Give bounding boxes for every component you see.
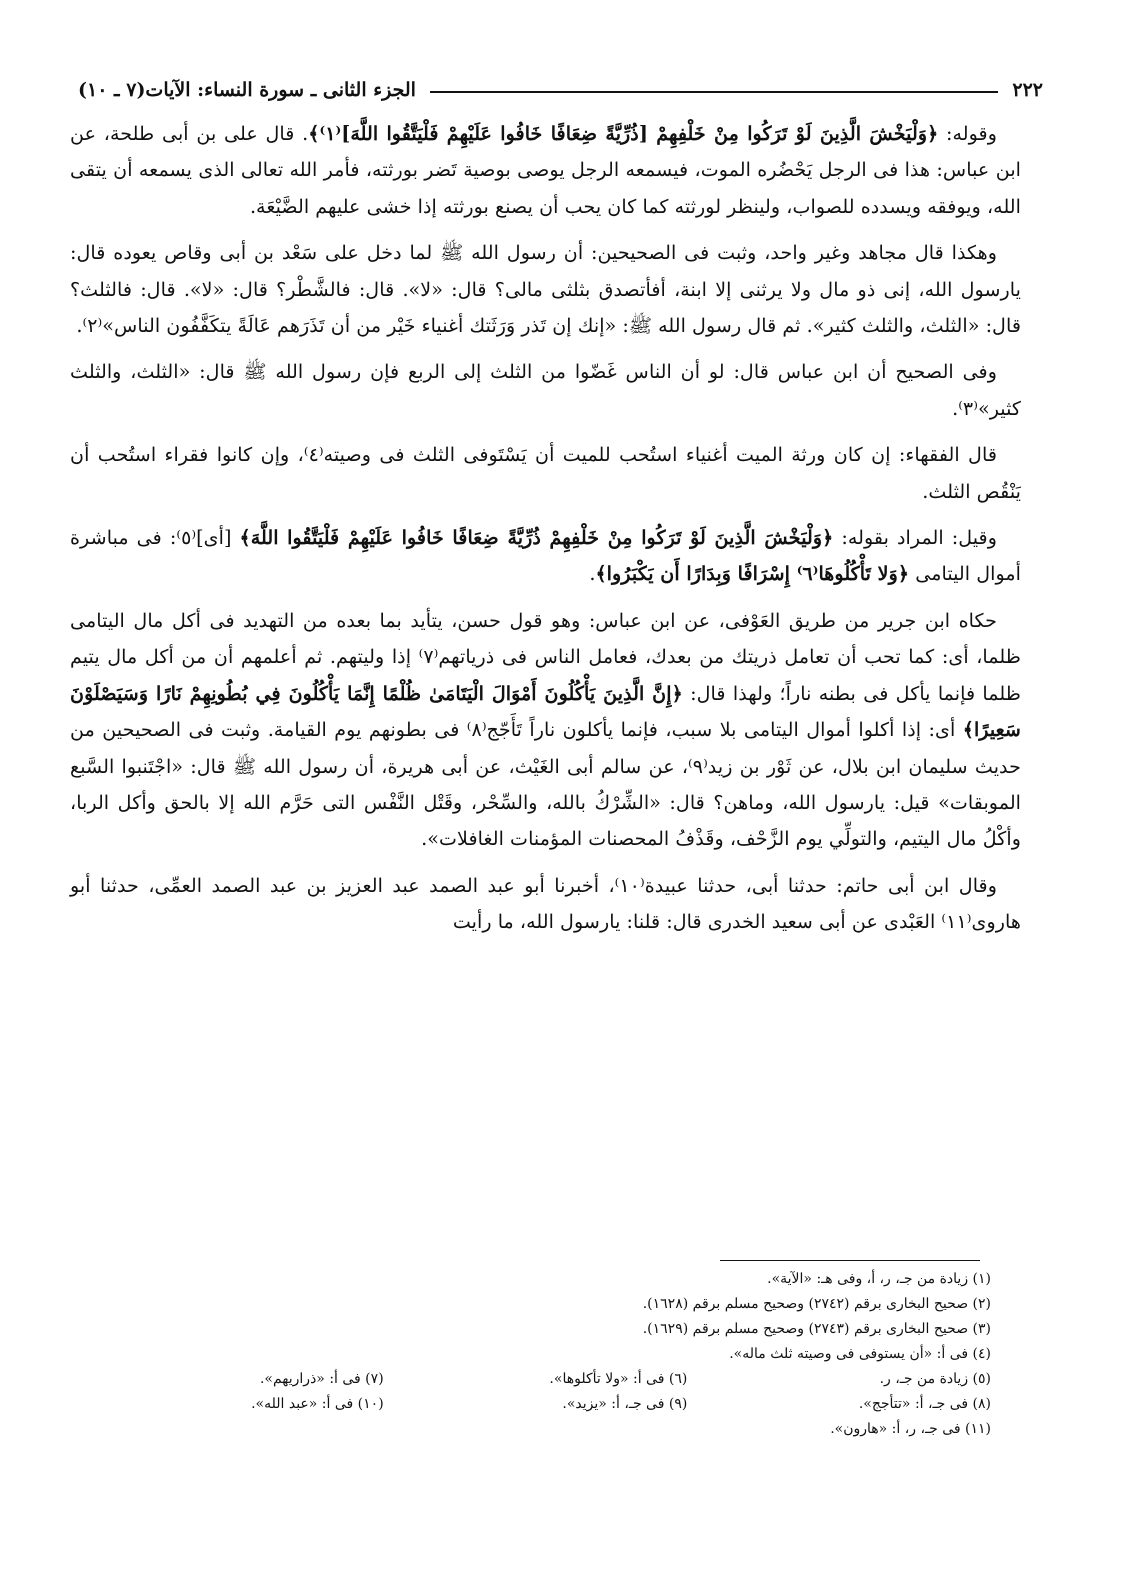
running-title: الجزء الثانى ـ سورة النساء: الآيات(٧ ـ ١٠) [78,79,416,101]
paragraph-5 [70,520,1021,593]
paragraph-text: وقوله: [938,122,997,145]
paragraph-text: ⁽١٠⁾ [614,873,645,897]
footnote-4: (٤) فى أ: «أن يستوفى فى وصيته ثلث ماله». [729,1346,991,1362]
paragraph-text: . قال على بن أبى طلحة، عن ابن عباس: هذا فى الرجل يَحْضُره الموت، فيسمعه الرجل يوصى بوصية تَضر بورثته، فأمر الله تعالى الذى يسمعه أن يتقى الله، ويوفقه ويسدده للصواب، ولينظر لورثته كما كان يحب أن يصنع بورثته إذا خشى عليهم الضَّيْعَة. [70,122,1021,218]
paragraph-text: ⁽٥⁾ [176,526,197,550]
footnote-6: (٦) فى أ: «ولا تأكلوها». [549,1371,688,1387]
quran-verse-text: ﴿وَلْيَخْشَ الَّذِينَ لَوْ تَرَكُوا مِنْ خَلْفِهِمْ [ذُرِّيَّةً ضِعَافًا خَافُوا عَلَيْهِمْ فَلْيَتَّقُوا اللَّهَ] [341,122,939,145]
page-header [78,72,1043,108]
quran-verse-text: ﴿إِنَّ الَّذِينَ يَأْكُلُونَ أَمْوَالَ الْيَتَامَىٰ ظُلْمًا إِنَّمَا يَأْكُلُونَ فِي بُطُونِهِمْ نَارًا وَسَيَصْلَوْنَ سَعِيرًا﴾ [70,681,1022,742]
paragraph-text: وقال ابن أبى حاتم: حدثنا أبى، حدثنا عبيدة [644,873,997,897]
footnote-7: (٧) فى أ: «ذراريهم». [259,1371,384,1387]
paragraph-text: . [952,396,959,420]
footnote-2: (٢) صحيح البخارى برقم (٢٧٤٢) وصحيح مسلم برقم (١٦٢٨). [642,1296,991,1312]
footnote-row-8-10 [80,1392,991,1417]
paragraph-text: ⁽٣⁾ [958,396,978,420]
quran-verse-text: ﴾ [308,122,320,145]
paragraph-text: ⁽٤⁾ [303,443,324,467]
paragraph-text: ⁽٩⁾ [688,754,708,778]
paragraph-text: ، وإن كانوا فقراء استُحب أن يَنْقُص الثلث. [70,443,1021,503]
paragraph-2 [70,235,1021,344]
paragraph-text: فى بطونهم يوم القيامة. وثبت فى الصحيحين من حديث سليمان ابن بلال، عن ثَوْر بن زيد [70,718,1021,778]
paragraph-6 [70,603,1021,858]
footnote-row-5-7 [80,1367,991,1392]
paragraph-text: [أى] [196,526,240,550]
paragraph-text: إذا وليتهم. ثم أعلمهم أن من أكل مال يتيم ظلما فإنما يأكل فى بطنه ناراً؛ ولهذا قال: [70,645,1021,705]
footnote-9: (٩) فى جـ، أ: «يزيد». [562,1396,688,1412]
paragraph-text: : فى مباشرة أموال اليتامى [70,526,1021,586]
paragraph-text: ⁽٨⁾ [466,718,487,742]
paragraph-text: ⁽٢⁾ [82,314,103,338]
footnote-5: (٥) زيادة من جـ، ر. [879,1371,991,1387]
paragraph-text: حكاه ابن جرير من طريق العَوْفى، عن ابن عباس: وهو قول حسن، يتأيد بما بعده من التهديد فى أكل مال اليتامى ظلما، أى: كما تحب أن تعامل ذريتك من بعدك، فعامل الناس فى ذرياتهم [70,608,1021,669]
quran-verse-text: إِسْرَافًا وَبِدَارًا أَن يَكْبَرُوا﴾ [595,562,797,586]
quran-verse-text: ﴿وَلا تَأْكُلُوهَا [818,562,910,586]
page-number: ٢٢٢ [1012,79,1043,101]
footnote-8: (٨) فى جـ، أ: «تتأجج». [858,1396,991,1412]
body-text [70,116,1021,951]
header-rule [430,91,998,93]
paragraph-text: قال الفقهاء: إن كان ورثة الميت أغنياء استُحب للميت أن يَسْتَوفى الثلث فى وصيته [323,443,997,467]
paragraph-7 [70,868,1021,941]
paragraph-text: . [589,562,596,586]
paragraph-1 [70,116,1021,225]
footnote-10: (١٠) فى أ: «عبد الله». [251,1396,384,1412]
paragraph-text: . [76,314,83,338]
paragraph-text: وهكذا قال مجاهد وغير واحد، وثبت فى الصحيحين: أن رسول الله ﷺ لما دخل على سَعْد بن أبى وقاص يعوده قال: يارسول الله، إنى ذو مال ولا يرثنى إلا ابنة، أفأتصدق بثلثى مالى؟ قال: «لا». قال: فالشَّطْر؟ قال: «لا». قال: فالثلث؟ قال: «الثلث، والثلث كثير». ثم قال رسول الله ﷺ: «إنك إن تَذر وَرَثَتك أغنياء خَيْر من أن تَذَرَهم عَالَةً يتكَفَّفُون الناس» [70,241,1021,338]
paragraph-text: ، أخبرنا أبو عبد الصمد عبد العزيز بن عبد الصمد العمِّى، حدثنا أبو هاروى [70,873,1021,934]
quran-verse-text: ⁽٦⁾ [796,562,819,586]
paragraph-text: ، عن سالم أبى الغَيْث، عن أبى هريرة، أن رسول الله ﷺ قال: «اجْتَنبوا السَّبع الموبقات» قيل: يارسول الله، وماهن؟ قال: «الشِّرْكُ بالله، والسِّحْر، وقَتْل النَّفْس التى حَرَّم الله إلا بالحق وأكل الربا، وأكْلُ مال اليتيم، والتولِّي يوم الزَّحْف، وقَذْفُ المحصنات المؤمنات الغافلات». [70,754,1021,851]
quran-verse-text: ﴿وَلْيَخْشَ الَّذِينَ لَوْ تَرَكُوا مِنْ خَلْفِهِمْ ذُرِّيَّةً ضِعَافًا خَافُوا عَلَيْهِمْ فَلْيَتَّقُوا اللَّهَ﴾ [239,526,834,550]
paragraph-text: وفى الصحيح أن ابن عباس قال: لو أن الناس غَضّوا من الثلث إلى الربع فإن رسول الله ﷺ قال: «الثلث، والثلث كثير» [70,360,1021,420]
quran-verse-text: ⁽١⁾ [319,122,342,145]
paragraph-text: ⁽٧⁾ [418,645,439,669]
footnote-1: (١) زيادة من جـ، ر، أ، وفى هـ: «الآية». [767,1271,991,1287]
paragraph-text: ⁽١١⁾ [941,910,972,934]
footnote-3: (٣) صحيح البخارى برقم (٢٧٤٣) وصحيح مسلم برقم (١٦٢٩). [642,1321,991,1337]
footnote-separator [720,1260,980,1261]
footnotes [80,1267,991,1442]
paragraph-3 [70,354,1021,427]
paragraph-text: العَبْدى عن أبى سعيد الخدرى قال: قلنا: يارسول الله، ما رأيت [452,910,942,934]
paragraph-4 [70,437,1021,510]
paragraph-text: وقيل: المراد بقوله: [833,526,997,550]
paragraph-text: أى: إذا أكلوا أموال اليتامى بلا سبب، فإنما يأكلون ناراً تَأَجّج [486,718,963,742]
footnote-11: (١١) فى جـ، ر، أ: «هارون». [830,1421,991,1437]
